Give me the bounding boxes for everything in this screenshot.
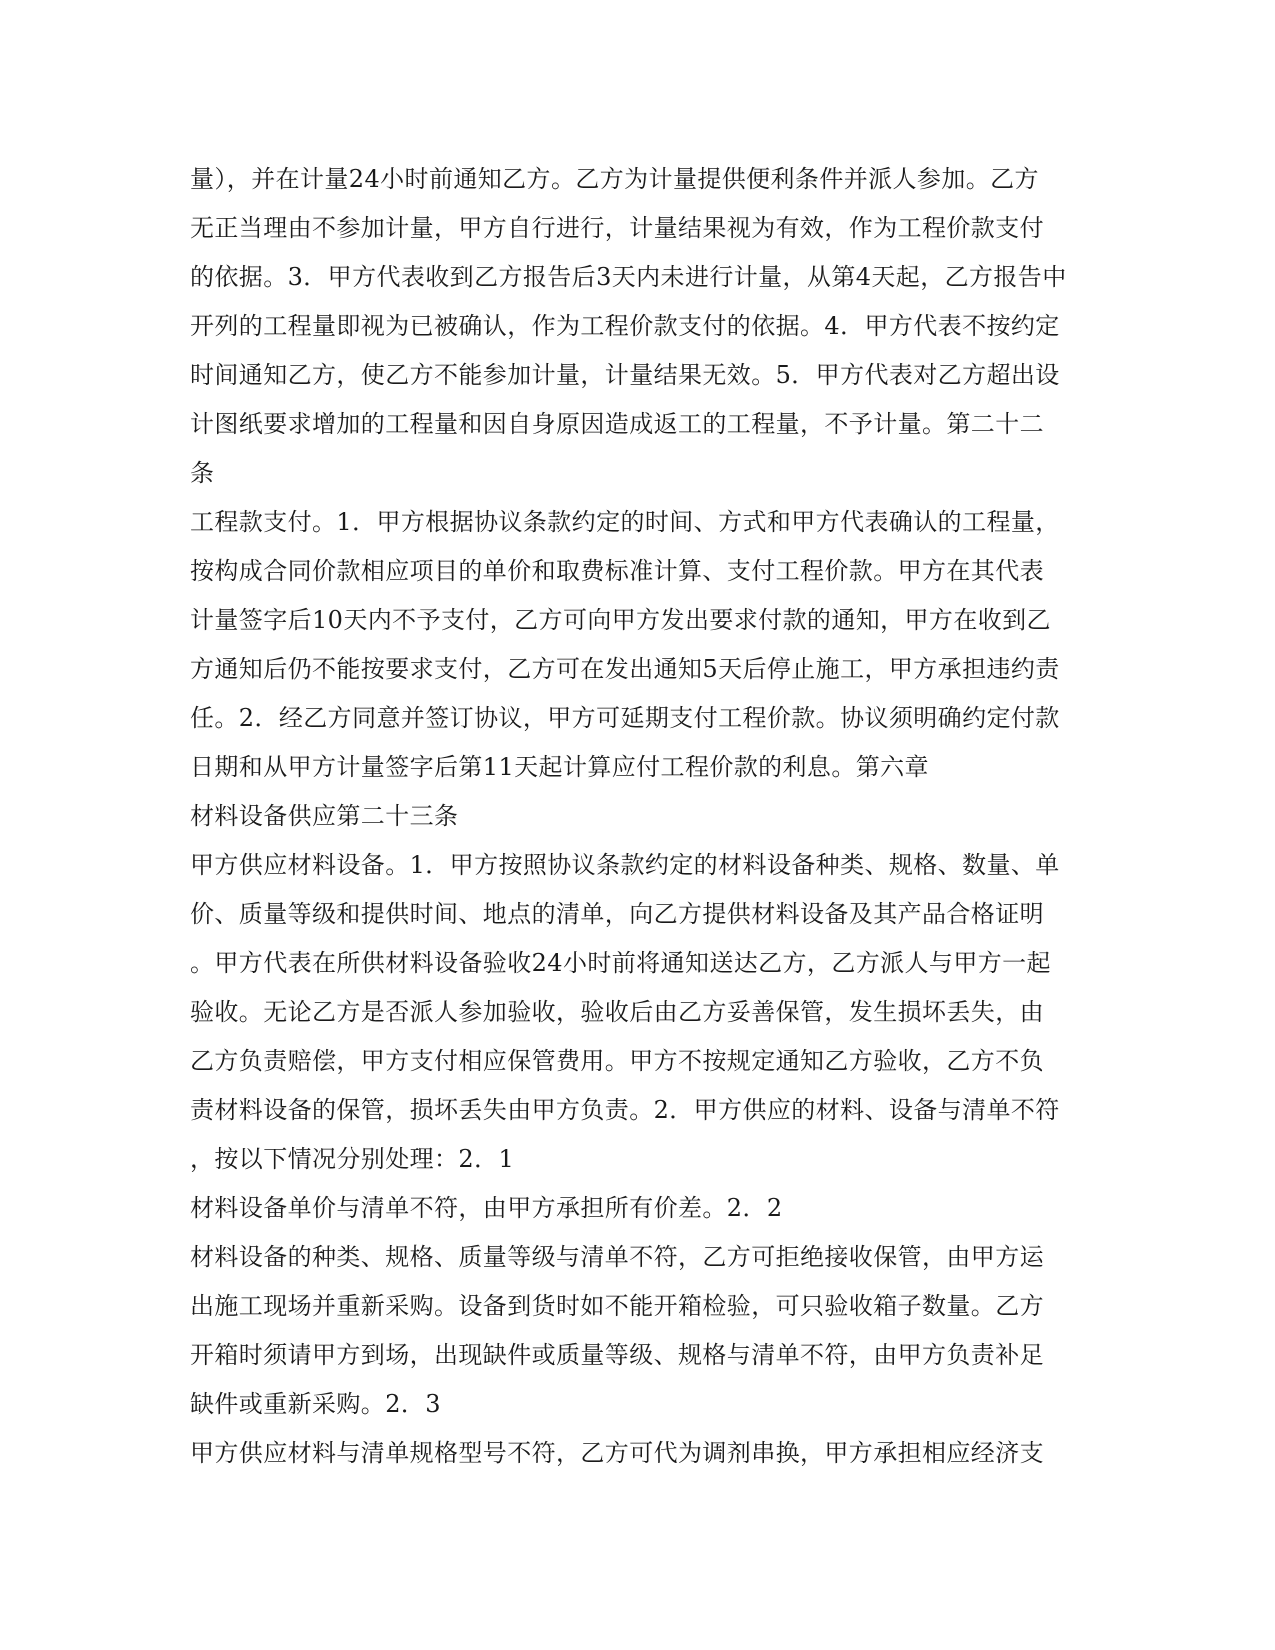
text-line: 缺件或重新采购。2．3 [190,1390,441,1418]
text-line: 材料设备单价与清单不符，由甲方承担所有价差。2．2 [190,1194,783,1222]
text-line: 材料设备的种类、规格、质量等级与清单不符，乙方可拒绝接收保管，由甲方运 [190,1243,1044,1271]
text-line: 开列的工程量即视为已被确认，作为工程价款支付的依据。4．甲方代表不按约定 [190,312,1060,340]
text-line: 的依据。3．甲方代表收到乙方报告后3天内未进行计量，从第4天起，乙方报告中 [190,263,1067,291]
text-line: ，按以下情况分别处理：2．1 [190,1145,515,1173]
text-line: 方通知后仍不能按要求支付，乙方可在发出通知5天后停止施工，甲方承担违约责 [190,655,1060,683]
text-line: 乙方负责赔偿，甲方支付相应保管费用。甲方不按规定通知乙方验收，乙方不负 [190,1047,1044,1075]
text-line: 责材料设备的保管，损坏丢失由甲方负责。2．甲方供应的材料、设备与清单不符 [190,1096,1060,1124]
text-line: 日期和从甲方计量签字后第11天起计算应付工程价款的利息。第六章 [190,753,929,781]
text-line: 按构成合同价款相应项目的单价和取费标准计算、支付工程价款。甲方在其代表 [190,557,1044,585]
text-line: 任。2．经乙方同意并签订协议，甲方可延期支付工程价款。协议须明确约定付款 [190,704,1060,732]
text-line: 甲方供应材料与清单规格型号不符，乙方可代为调剂串换，甲方承担相应经济支 [190,1439,1044,1467]
text-line: 量），并在计量24小时前通知乙方。乙方为计量提供便利条件并派人参加。乙方 [190,165,1039,193]
text-line: 开箱时须请甲方到场，出现缺件或质量等级、规格与清单不符，由甲方负责补足 [190,1341,1044,1369]
text-line: 计图纸要求增加的工程量和因自身原因造成返工的工程量，不予计量。第二十二 [190,410,1044,438]
body-text [190,155,1090,1478]
text-line: 计量签字后10天内不予支付，乙方可向甲方发出要求付款的通知，甲方在收到乙 [190,606,1051,634]
text-line: 价、质量等级和提供时间、地点的清单，向乙方提供材料设备及其产品合格证明 [190,900,1044,928]
text-line: 验收。无论乙方是否派人参加验收，验收后由乙方妥善保管，发生损坏丢失，由 [190,998,1044,1026]
text-line: 材料设备供应第二十三条 [190,802,459,830]
text-line: 无正当理由不参加计量，甲方自行进行，计量结果视为有效，作为工程价款支付 [190,214,1044,242]
text-line: 出施工现场并重新采购。设备到货时如不能开箱检验，可只验收箱子数量。乙方 [190,1292,1044,1320]
text-line: 条 [190,459,215,487]
text-line: 。甲方代表在所供材料设备验收24小时前将通知送达乙方，乙方派人与甲方一起 [190,949,1051,977]
text-line: 时间通知乙方，使乙方不能参加计量，计量结果无效。5．甲方代表对乙方超出设 [190,361,1060,389]
text-line: 甲方供应材料设备。1．甲方按照协议条款约定的材料设备种类、规格、数量、单 [190,851,1060,879]
text-line: 工程款支付。1．甲方根据协议条款约定的时间、方式和甲方代表确认的工程量， [190,508,1060,536]
